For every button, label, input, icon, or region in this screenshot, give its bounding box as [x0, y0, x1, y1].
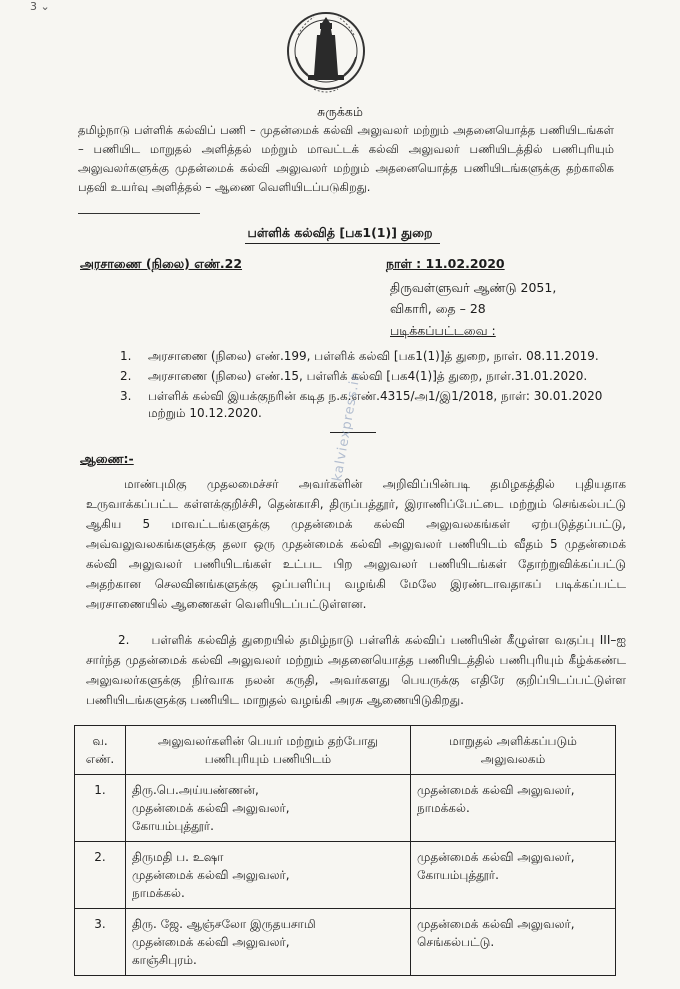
paragraph-2-text: பள்ளிக் கல்வித் துறையில் தமிழ்நாடு பள்ளிக் கல்விப் பணியின் கீழுள்ள வகுப்பு III–ஐ சார்ந்த முதன்மைக் கல்வி அலுவலர் மற்றும் அதனையொத்த பணியிடத்தில் பணிபுரியும் கீழ்க்கண்ட அலுவலர்களுக்கு நிர்வாக நலன் கருதி, அவர்களது பெயருக்கு எதிரே குறிப்பிடப்பட்டுள்ள பணியிடங்களுக்கு பணியிட மாறுதல் வழங்கி அரசு ஆணையிடுகிறது.: [86, 633, 626, 707]
posting-designation: முதன்மைக் கல்வி அலுவலர்,: [417, 850, 575, 864]
order-heading: ஆணை:-: [80, 451, 134, 466]
paragraph-1: மாண்புமிகு முதலமைச்சர் அவர்களின் அறிவிப்பின்படி தமிழகத்தில் புதியதாக உருவாக்கப்பட்ட கள்ளக்குறிச்சி, தென்காசி, திருப்பத்தூர், இராணிப்பேட்டை மற்றும் செங்கல்பட்டு ஆகிய 5 மாவட்டங்களுக்கு முதன்மைக் கல்வி அலுவலகங்கள் ஏற்படுத்தப்பட்டு, அவ்வலுவலகங்களுக்கு தலா ஒரு முதன்மைக் கல்வி அலுவலர் பணியிடம் வீதம் 5 முதன்மைக் கல்வி அலுவலர் பணியிடங்கள் உட்பட பிற அலுவலர் பணியிடங்கள் தோற்றுவிக்கப்பட்டு அதற்கான செலவினங்களுக்கு ஒப்பளிப்பு வழங்கி மேலே இரண்டாவதாகப் படிக்கப்பட்ட அரசாணையில் ஆணைகள் வெளியிடப்பட்டுள்ளன.: [86, 477, 626, 611]
department-underline: [245, 243, 440, 244]
officer-designation: முதன்மைக் கல்வி அலுவலர்,: [132, 801, 290, 815]
department-heading: பள்ளிக் கல்வித் [பக1(1)] துறை: [247, 225, 433, 240]
reference-text: அரசாணை (நிலை) எண்.199, பள்ளிக் கல்வி [பக1(1)]த் துறை, நாள். 08.11.2019.: [148, 349, 599, 363]
posting-location: நாமக்கல்.: [417, 801, 470, 815]
officer-designation: முதன்மைக் கல்வி அலுவலர்,: [132, 868, 290, 882]
government-emblem-icon: [284, 5, 368, 101]
officer-location: கோயம்புத்தூர்.: [132, 819, 214, 833]
reference-number: 3.: [120, 389, 132, 403]
table-row: [75, 775, 616, 842]
officer-cell: [126, 909, 411, 976]
reference-item: [120, 388, 640, 422]
posting-location: செங்கல்பட்டு.: [417, 935, 495, 949]
watermark: kalviexpress.in: [330, 370, 365, 483]
order-date: நாள் : 11.02.2020: [386, 256, 505, 271]
transfer-table: [74, 725, 616, 976]
reference-list: [120, 348, 640, 425]
column-header-officer: அலுவலர்களின் பெயர் மற்றும் தற்போது பணிபுரியும் பணியிடம்: [126, 726, 411, 775]
posting-cell: [411, 842, 616, 909]
posting-designation: முதன்மைக் கல்வி அலுவலர்,: [417, 783, 575, 797]
read-heading: படிக்கப்பட்டவை :: [390, 323, 496, 338]
paragraph-2-number: 2.: [118, 633, 130, 647]
reference-text: பள்ளிக் கல்வி இயக்குநரின் கடித ந.க.எண்.4315/அ1/இ1/2018, நாள்: 30.01.2020 மற்றும் 10.12.2020.: [148, 389, 603, 420]
posting-cell: [411, 775, 616, 842]
table-header-row: [75, 726, 616, 775]
officer-designation: முதன்மைக் கல்வி அலுவலர்,: [132, 935, 290, 949]
reference-item: [120, 368, 640, 385]
officer-location: காஞ்சிபுரம்.: [132, 953, 197, 967]
subject-underline: [78, 213, 200, 214]
reference-text: அரசாணை (நிலை) எண்.15, பள்ளிக் கல்வி [பக4(1)]த் துறை, நாள்.31.01.2020.: [148, 369, 588, 383]
corner-marks: 3 ⌄: [30, 0, 50, 13]
officer-location: நாமக்கல்.: [132, 886, 185, 900]
thiruvalluvar-year: திருவள்ளுவர் ஆண்டு 2051,: [390, 280, 557, 295]
order-number: அரசாணை (நிலை) எண்.22: [80, 256, 243, 271]
column-header-serial: வ. எண்.: [75, 726, 126, 775]
column-header-posting: மாறுதல் அளிக்கப்படும் அலுவலகம்: [411, 726, 616, 775]
posting-cell: [411, 909, 616, 976]
officer-name: திரு. ஜே. ஆஞ்சலோ இருதயசாமி: [132, 917, 316, 931]
serial-cell: 3.: [75, 909, 126, 976]
officer-cell: [126, 842, 411, 909]
tamil-date: விகாரி, தை – 28: [390, 301, 486, 316]
reference-number: 2.: [120, 369, 132, 383]
officer-name: திருமதி ப. உஷா: [132, 850, 224, 864]
subject-text: தமிழ்நாடு பள்ளிக் கல்விப் பணி – முதன்மைக் கல்வி அலுவலர் மற்றும் அதனையொத்த பணியிடங்கள் – பணியிட மாறுதல் அளித்தல் மற்றும் மாவட்டக் கல்வி அலுவலர் பணியிடத்தில் பணிபுரியும் அலுவலர்களுக்கு முதன்மைக் கல்வி அலுவலர் மற்றும் அதனையொத்த பணியிடங்களுக்கு தற்காலிக பதவி உயர்வு அளித்தல் – ஆணை வெளியிடப்படுகிறது.: [78, 123, 614, 194]
table-row: [75, 909, 616, 976]
posting-location: கோயம்புத்தூர்.: [417, 868, 499, 882]
reference-number: 1.: [120, 349, 132, 363]
summary-title: சுருக்கம்: [317, 104, 363, 119]
table-row: [75, 842, 616, 909]
officer-cell: [126, 775, 411, 842]
reference-item: [120, 348, 640, 365]
serial-cell: 2.: [75, 842, 126, 909]
serial-cell: 1.: [75, 775, 126, 842]
paragraph-2: [86, 630, 626, 710]
posting-designation: முதன்மைக் கல்வி அலுவலர்,: [417, 917, 575, 931]
officer-name: திரு.பெ.அய்யண்ணன்,: [132, 783, 259, 797]
